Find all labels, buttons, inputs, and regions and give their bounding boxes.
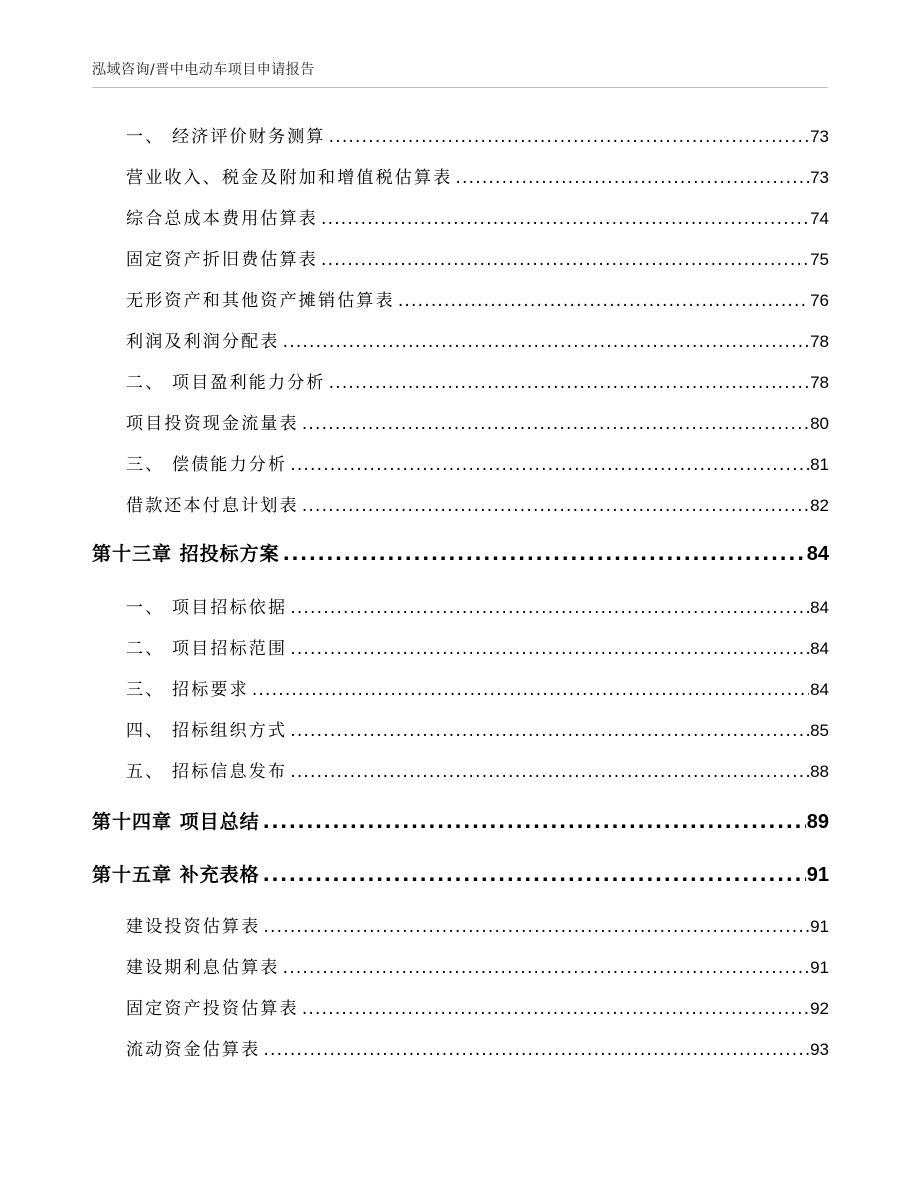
toc-dot-leader xyxy=(290,639,809,659)
toc-entry-title: 三、 招标要求 xyxy=(126,680,249,700)
toc-page-number: 89 xyxy=(806,811,829,833)
toc-entry[interactable] xyxy=(0,327,920,352)
toc-page-number: 82 xyxy=(810,496,829,515)
toc-entry[interactable] xyxy=(0,593,920,618)
toc-entry[interactable] xyxy=(0,122,920,147)
toc-dot-leader xyxy=(321,209,809,229)
toc-entry-title: 无形资产和其他资产摊销估算表 xyxy=(126,291,395,311)
page-header: 泓域咨询/晋中电动车项目申请报告 xyxy=(92,62,315,78)
toc-entry-title: 第十四章 项目总结 xyxy=(92,811,260,833)
toc-dot-leader xyxy=(302,496,809,516)
toc-entry[interactable] xyxy=(0,953,920,978)
toc-page-number: 91 xyxy=(810,917,829,936)
toc-page-number: 91 xyxy=(806,864,829,886)
toc-dot-leader xyxy=(302,999,809,1019)
toc-entry-title: 一、 经济评价财务测算 xyxy=(126,127,326,147)
toc-dot-leader xyxy=(283,332,809,352)
toc-entry-title: 三、 偿债能力分析 xyxy=(126,455,288,475)
toc-dot-leader xyxy=(290,721,809,741)
toc-page-number: 76 xyxy=(810,291,829,310)
toc-entry[interactable] xyxy=(0,675,920,700)
toc-entry[interactable] xyxy=(0,409,920,434)
toc-entry-title: 固定资产投资估算表 xyxy=(126,999,299,1019)
toc-entry-title: 二、 项目招标范围 xyxy=(126,639,288,659)
toc-chapter-entry[interactable] xyxy=(0,539,920,566)
toc-dot-leader xyxy=(329,127,809,147)
toc-entry[interactable] xyxy=(0,286,920,311)
toc-page-number: 80 xyxy=(810,414,829,433)
toc-page-number: 84 xyxy=(810,639,829,658)
toc-entry[interactable] xyxy=(0,450,920,475)
toc-entry-title: 建设期利息估算表 xyxy=(126,958,280,978)
toc-page-number: 73 xyxy=(810,168,829,187)
toc-page-number: 88 xyxy=(810,762,829,781)
toc-entry[interactable] xyxy=(0,204,920,229)
toc-entry-title: 一、 项目招标依据 xyxy=(126,598,288,618)
toc-page-number: 91 xyxy=(810,958,829,977)
toc-entry-title: 建设投资估算表 xyxy=(126,917,261,937)
toc-entry[interactable] xyxy=(0,757,920,782)
toc-entry-title: 项目投资现金流量表 xyxy=(126,414,299,434)
toc-page-number: 85 xyxy=(810,721,829,740)
toc-dot-leader xyxy=(263,864,806,886)
toc-entry[interactable] xyxy=(0,634,920,659)
toc-page-number: 92 xyxy=(810,999,829,1018)
toc-page-number: 93 xyxy=(810,1040,829,1059)
toc-dot-leader xyxy=(455,168,809,188)
toc-entry-title: 借款还本付息计划表 xyxy=(126,496,299,516)
toc-page-number: 78 xyxy=(810,373,829,392)
toc-entry-title: 四、 招标组织方式 xyxy=(126,721,288,741)
toc-page-number: 84 xyxy=(810,680,829,699)
toc-chapter-entry[interactable] xyxy=(0,860,920,887)
toc-page-number: 84 xyxy=(806,543,829,565)
toc-dot-leader xyxy=(283,543,806,565)
toc-page-number: 78 xyxy=(810,332,829,351)
toc-dot-leader xyxy=(329,373,809,393)
toc-page-number: 73 xyxy=(810,127,829,146)
toc-entry-title: 综合总成本费用估算表 xyxy=(126,209,318,229)
toc-dot-leader xyxy=(263,917,809,937)
toc-entry[interactable] xyxy=(0,245,920,270)
toc-entry-title: 流动资金估算表 xyxy=(126,1040,261,1060)
toc-dot-leader xyxy=(290,455,809,475)
toc-entry[interactable] xyxy=(0,1035,920,1060)
toc-entry-title: 第十五章 补充表格 xyxy=(92,864,260,886)
toc-entry[interactable] xyxy=(0,716,920,741)
toc-entry[interactable] xyxy=(0,163,920,188)
toc-page-number: 81 xyxy=(810,455,829,474)
toc-page-number: 74 xyxy=(810,209,829,228)
toc-dot-leader xyxy=(398,291,809,311)
toc-dot-leader xyxy=(263,1040,809,1060)
toc-entry-title: 营业收入、税金及附加和增值税估算表 xyxy=(126,168,453,188)
toc-entry[interactable] xyxy=(0,491,920,516)
toc-entry[interactable] xyxy=(0,368,920,393)
toc-chapter-entry[interactable] xyxy=(0,807,920,834)
toc-dot-leader xyxy=(252,680,809,700)
toc-page-number: 75 xyxy=(810,250,829,269)
toc-page-number: 84 xyxy=(810,598,829,617)
toc-entry-title: 第十三章 招投标方案 xyxy=(92,543,280,565)
toc-entry-title: 二、 项目盈利能力分析 xyxy=(126,373,326,393)
toc-dot-leader xyxy=(263,811,806,833)
toc-dot-leader xyxy=(283,958,809,978)
toc-entry[interactable] xyxy=(0,912,920,937)
toc-dot-leader xyxy=(290,762,809,782)
toc-dot-leader xyxy=(302,414,809,434)
toc-entry-title: 固定资产折旧费估算表 xyxy=(126,250,318,270)
toc-entry-title: 利润及利润分配表 xyxy=(126,332,280,352)
toc-entry[interactable] xyxy=(0,994,920,1019)
toc-entry-title: 五、 招标信息发布 xyxy=(126,762,288,782)
toc-dot-leader xyxy=(321,250,809,270)
toc-dot-leader xyxy=(290,598,809,618)
